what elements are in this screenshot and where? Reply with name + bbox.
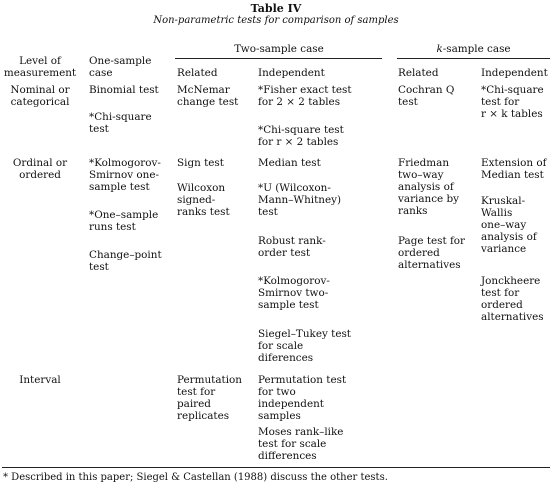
cell-permutation-paired: Permutation test for paired replicates [177,374,243,422]
table-title: Table IV [250,2,302,15]
cell-chi-square-one: *Chi-square test [89,111,152,135]
cell-sign-test: Sign test [177,157,224,169]
cell-u-test: *U (Wilcoxon- Mann–Whitney) test [258,182,342,218]
cell-runs-test: *One–sample runs test [89,209,159,233]
k-sample-rule [397,58,550,59]
cell-ks-two-sample: *Kolmogorov- Smirnov two- sample test [258,275,330,311]
cell-ks-one-sample: *Kolmogorov- Smirnov one- sample test [89,157,161,193]
cell-chi-square-r2: *Chi-square test for r × 2 tables [258,124,344,148]
col-header-k-related: Related [398,67,439,79]
cell-jonckheere: Jonckheere test for ordered alternatives [481,275,544,323]
k-sample-label: -sample case [442,43,511,55]
cell-robust-rank: Robust rank- order test [258,235,326,259]
cell-extension-median: Extension of Median test [481,157,547,181]
cell-friedman: Friedman two–way analysis of variance by ranks [398,157,460,217]
table-bottom-rule [2,467,550,468]
cell-median-test: Median test [258,157,321,169]
cell-chi-square-rk: *Chi-square test for r × k tables [481,84,544,120]
col-header-one-sample: One-sample case [89,55,152,79]
cell-wilcoxon: Wilcoxon signed- ranks test [177,182,230,218]
col-header-two-related: Related [177,67,218,79]
header-k-sample [397,43,550,55]
row-label-ordinal: Ordinal or ordered [12,157,68,181]
cell-permutation-two: Permutation test for two independent samples [258,374,347,422]
two-sample-rule [175,58,382,59]
cell-binomial: Binomial test [89,84,159,96]
cell-change-point: Change–point test [89,249,162,273]
cell-cochran: Cochran Q test [398,84,455,108]
col-header-k-independent: Independent [481,67,548,79]
cell-mcnemar: McNemar change test [177,84,239,108]
cell-siegel-tukey: Siegel–Tukey test for scale diferences [258,328,351,364]
cell-page-test: Page test for ordered alternatives [398,235,466,271]
k-symbol: k [436,43,443,55]
cell-moses: Moses rank–like test for scale differences [258,426,344,462]
header-two-sample: Two-sample case [234,43,324,55]
row-label-nominal: Nominal or categorical [10,84,70,108]
cell-kruskal-wallis: Kruskal- Wallis one–way analysis of variance [481,195,537,255]
cell-fisher: *Fisher exact test for 2 × 2 tables [258,84,352,108]
footnote: * Described in this paper; Siegel & Castellan (1988) discuss the other tests. [3,472,388,483]
row-label-interval: Interval [19,374,61,386]
col-header-two-independent: Independent [258,67,325,79]
col-header-level: Level of measurement [3,55,77,79]
table-subtitle: Non-parametric tests for comparison of samples [153,15,399,26]
